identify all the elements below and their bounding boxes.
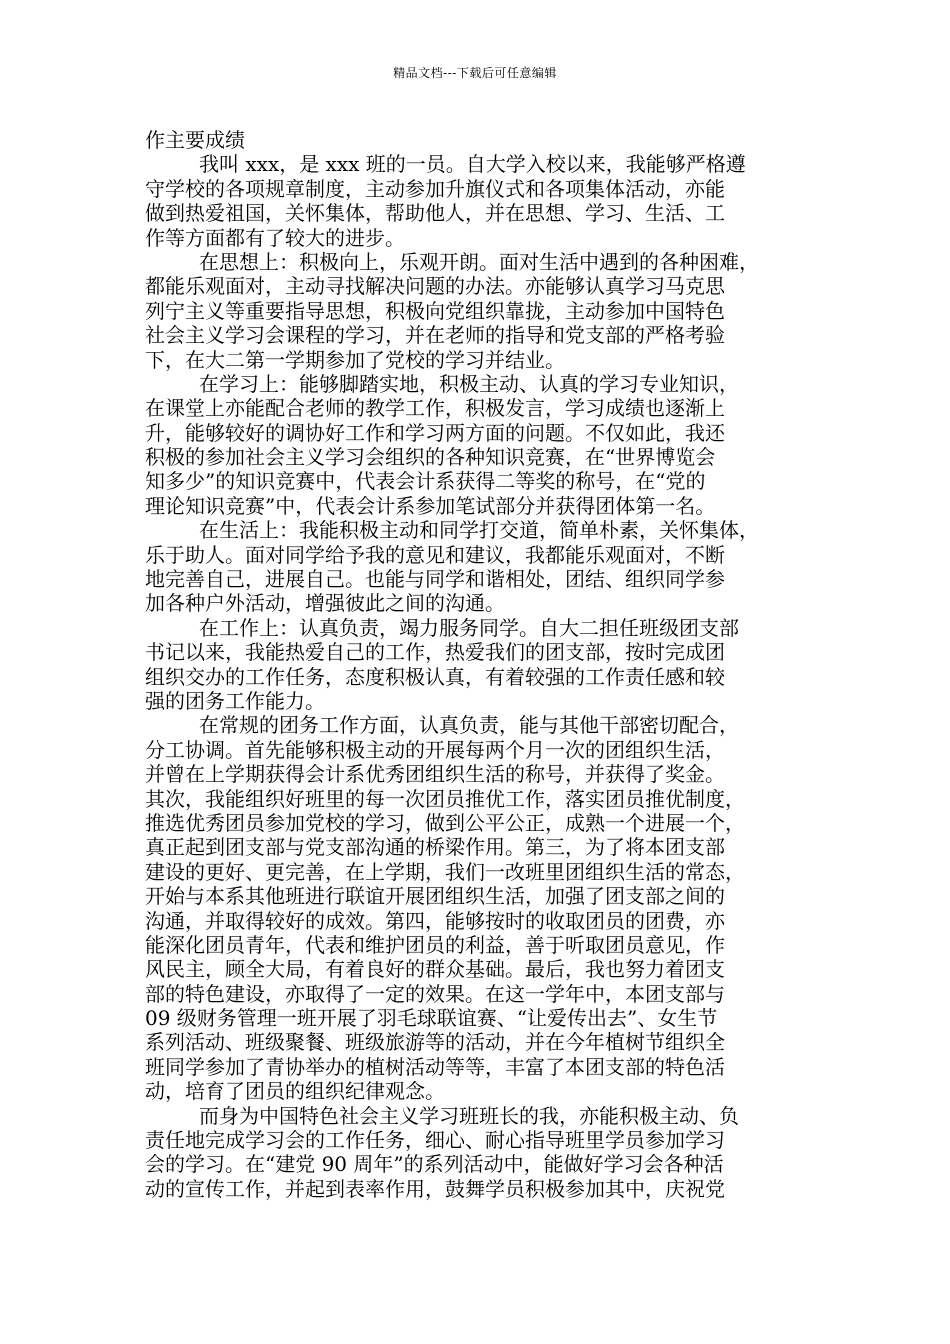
text-line: 我叫 xxx，是 xxx 班的一员。自大学入校以来，我能够严格遵 — [199, 152, 746, 177]
text-line: 都能乐观面对，主动寻找解决问题的办法。亦能够认真学习马克思 — [145, 274, 725, 299]
text-line: 积极的参加社会主义学习会组织的各种知识竞赛，在“世界博览会 — [145, 445, 716, 470]
document-body — [145, 128, 825, 1201]
text-line: 开始与本系其他班进行联谊开展团组织生活，加强了团支部之间的 — [145, 884, 725, 909]
text-line: 在课堂上亦能配合老师的教学工作，积极发言，学习成绩也逐渐上 — [145, 396, 725, 421]
text-line: 真正起到团支部与党支部沟通的桥梁作用。第三，为了将本团支部 — [145, 835, 725, 860]
text-line: 而身为中国特色社会主义学习班班长的我，亦能积极主动、负 — [199, 1103, 739, 1128]
text-line: 理论知识竞赛”中，代表会计系参加笔试部分并获得团体第一名。 — [145, 493, 716, 518]
text-line: 动，培育了团员的组织纪律观念。 — [145, 1079, 445, 1104]
text-line: 其次，我能组织好班里的每一次团员推优工作，落实团员推优制度， — [145, 786, 745, 811]
text-line: 升，能够较好的调协好工作和学习两方面的问题。不仅如此，我还 — [145, 420, 725, 445]
text-line: 分工协调。首先能够积极主动的开展每两个月一次的团组织生活， — [145, 737, 725, 762]
text-line: 09 级财务管理一班开展了羽毛球联谊赛、“让爱传出去”、女生节 — [145, 1006, 718, 1031]
text-line: 知多少”的知识竞赛中，代表会计系获得二等奖的称号，在“党的 — [145, 469, 706, 494]
text-line: 加各种户外活动，增强彼此之间的沟通。 — [145, 591, 505, 616]
text-line: 在生活上：我能积极主动和同学打交道，简单朴素，关怀集体， — [199, 518, 759, 543]
text-line: 建设的更好、更完善，在上学期，我们一改班里团组织生活的常态， — [145, 859, 745, 884]
text-line: 能深化团员青年，代表和维护团员的利益，善于听取团员意见，作 — [145, 932, 725, 957]
text-line: 组织交办的工作任务，态度积极认真，有着较强的工作责任感和较 — [145, 664, 725, 689]
text-line: 在思想上：积极向上，乐观开朗。面对生活中遇到的各种困难， — [199, 249, 759, 274]
text-line: 作等方面都有了较大的进步。 — [145, 225, 405, 250]
text-line: 列宁主义等重要指导思想，积极向党组织靠拢，主动参加中国特色 — [145, 298, 725, 323]
text-line: 班同学参加了青协举办的植树活动等等，丰富了本团支部的特色活 — [145, 1054, 725, 1079]
text-line: 沟通，并取得较好的成效。第四，能够按时的收取团员的团费，亦 — [145, 908, 725, 933]
text-line: 下，在大二第一学期参加了党校的学习并结业。 — [145, 347, 565, 372]
text-line: 在常规的团务工作方面，认真负责，能与其他干部密切配合， — [199, 713, 739, 738]
text-line: 在工作上：认真负责，竭力服务同学。自大二担任班级团支部 — [199, 615, 739, 640]
text-line: 书记以来，我能热爱自己的工作，热爱我们的团支部，按时完成团 — [145, 640, 725, 665]
text-line: 守学校的各项规章制度，主动参加升旗仪式和各项集体活动，亦能 — [145, 176, 725, 201]
text-line: 会的学习。在“建党 90 周年”的系列活动中，能做好学习会各种活 — [145, 1152, 724, 1177]
text-line: 在学习上：能够脚踏实地，积极主动、认真的学习专业知识， — [199, 371, 739, 396]
text-line: 社会主义学习会课程的学习，并在老师的指导和党支部的严格考验 — [145, 323, 725, 348]
text-line: 部的特色建设，亦取得了一定的效果。在这一学年中，本团支部与 — [145, 981, 725, 1006]
text-line: 风民主，顾全大局，有着良好的群众基础。最后，我也努力着团支 — [145, 957, 725, 982]
text-line: 作主要成绩 — [145, 128, 245, 152]
text-line: 并曾在上学期获得会计系优秀团组织生活的称号，并获得了奖金。 — [145, 762, 725, 787]
text-line: 系列活动、班级聚餐、班级旅游等的活动，并在今年植树节组织全 — [145, 1030, 725, 1055]
text-line: 地完善自己，进展自己。也能与同学和谐相处，团结、组织同学参 — [145, 567, 725, 592]
text-line: 责任地完成学习会的工作任务，细心、耐心指导班里学员参加学习 — [145, 1128, 725, 1153]
text-line: 动的宣传工作，并起到表率作用，鼓舞学员积极参加其中，庆祝党 — [145, 1176, 725, 1201]
text-line: 强的团务工作能力。 — [145, 688, 325, 713]
text-line: 做到热爱祖国，关怀集体，帮助他人，并在思想、学习、生活、工 — [145, 201, 725, 226]
text-line: 乐于助人。面对同学给予我的意见和建议，我都能乐观面对，不断 — [145, 542, 725, 567]
page-header: 精品文档---下载后可任意编辑 — [393, 66, 557, 80]
text-line: 推选优秀团员参加党校的学习，做到公平公正，成熟一个进展一个， — [145, 810, 745, 835]
